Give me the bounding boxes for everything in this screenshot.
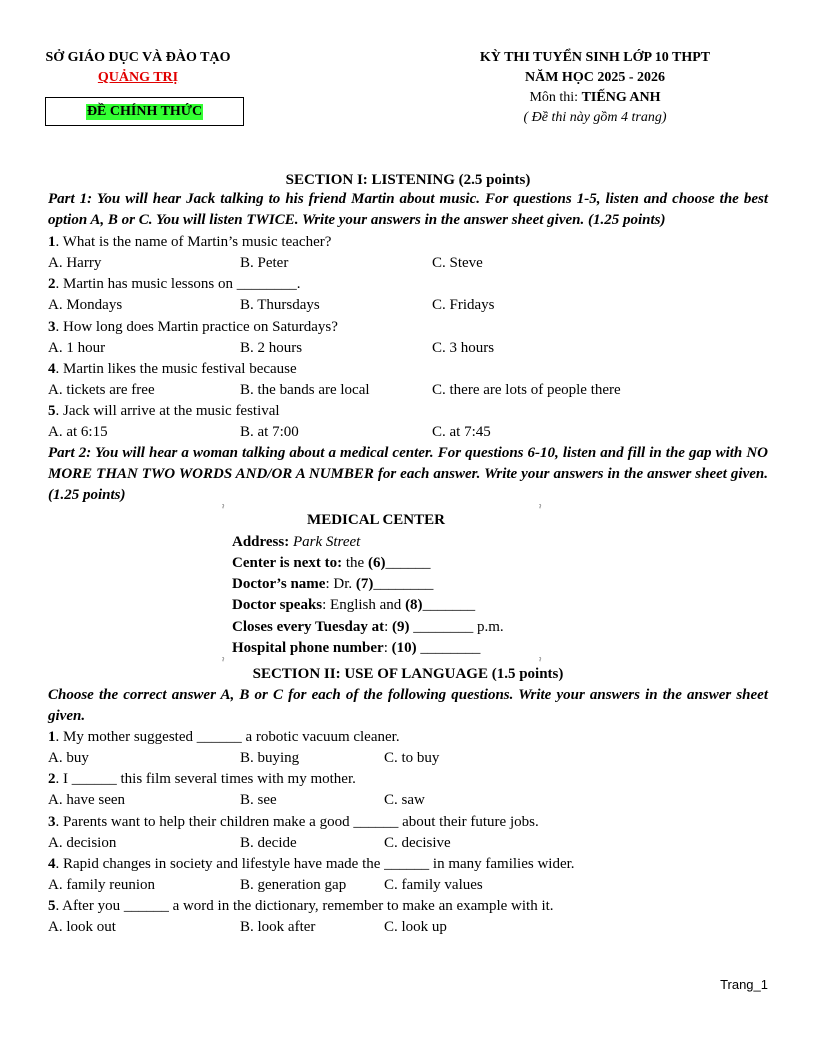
question-4 — [48, 854, 575, 875]
option-c: C. to buy — [384, 750, 440, 767]
question-number: 3 — [48, 813, 56, 830]
options-row — [48, 338, 768, 359]
question-text: . Martin has music lessons on ________. — [55, 276, 301, 293]
section1-title: SECTION I: LISTENING (2.5 points) — [285, 172, 531, 188]
exam-info-block — [440, 48, 750, 128]
option-c: C. decisive — [384, 834, 451, 851]
subject-line — [440, 88, 750, 108]
subject-label: Môn thi: — [529, 90, 582, 105]
question-text: . I ______ this film several times with my mother. — [55, 771, 356, 788]
option-c: C. at 7:45 — [432, 424, 491, 441]
option-b: B. see — [240, 792, 277, 809]
subject-name: TIẾNG ANH — [581, 90, 661, 105]
question-number: 5 — [48, 403, 56, 420]
option-b: B. look after — [240, 919, 316, 936]
option-c: C. Steve — [432, 255, 483, 272]
page-number: Trang_1 — [720, 977, 768, 992]
tick-mark: ˀ — [539, 503, 542, 513]
question-2 — [48, 769, 356, 790]
option-a: A. Harry — [48, 255, 102, 272]
question-number: 5 — [48, 898, 56, 915]
question-3 — [48, 317, 338, 338]
question-4 — [48, 359, 297, 380]
official-label: ĐỀ CHÍNH THỨC — [86, 103, 203, 119]
option-c: C. there are lots of people there — [432, 382, 621, 398]
section2-instructions: Choose the correct answer A, B or C for each of the following questions. Write your answers in the answer sheet given. — [48, 687, 768, 725]
question-text: . What is the name of Martin’s music teacher? — [55, 234, 332, 250]
option-b: B. 2 hours — [240, 339, 303, 356]
question-2 — [48, 274, 301, 295]
form-phone: Hospital phone number: (10) ________ — [232, 640, 481, 656]
question-5 — [48, 401, 280, 422]
department-name: SỞ GIÁO DỤC VÀ ĐÀO TẠO — [45, 50, 231, 65]
option-c: C. saw — [384, 792, 425, 809]
question-number: 2 — [48, 276, 56, 293]
question-number: 2 — [48, 771, 56, 788]
question-text: . Parents want to help their children make a good ______ about their future jobs. — [55, 813, 539, 830]
question-3 — [48, 812, 539, 833]
option-c: C. Fridays — [432, 297, 495, 314]
option-a: A. decision — [48, 834, 117, 851]
exam-title: KỲ THI TUYỂN SINH LỚP 10 THPT — [479, 50, 711, 65]
options-row — [48, 295, 768, 316]
question-text: . My mother suggested ______ a robotic vacuum cleaner. — [55, 729, 400, 745]
form-closes: Closes every Tuesday at: (9) ________ p.m. — [232, 619, 504, 635]
form-next-to: Center is next to: the (6)______ — [232, 555, 431, 571]
section2-title: SECTION II: USE OF LANGUAGE (1.5 points) — [252, 666, 564, 682]
option-b: B. the bands are local — [240, 382, 370, 398]
option-a: A. tickets are free — [48, 382, 155, 398]
issuer-block — [28, 48, 248, 88]
question-1 — [48, 727, 400, 748]
option-a: A. have seen — [48, 792, 126, 809]
options-row — [48, 875, 768, 896]
pages-note: ( Đề thi này gồm 4 trang) — [523, 110, 667, 125]
option-a: A. Mondays — [48, 297, 123, 314]
question-number: 3 — [48, 318, 56, 335]
options-row — [48, 253, 768, 274]
question-number: 4 — [48, 360, 56, 377]
question-text: . Martin likes the music festival because — [55, 360, 297, 377]
option-b: B. Thursdays — [240, 297, 320, 314]
options-row — [48, 790, 768, 811]
question-1 — [48, 232, 331, 253]
options-row — [48, 917, 768, 938]
question-text: . Jack will arrive at the music festival — [55, 403, 280, 420]
option-b: B. Peter — [240, 255, 289, 272]
options-row — [48, 380, 768, 401]
form-title: MEDICAL CENTER — [307, 512, 445, 528]
option-b: B. decide — [240, 834, 297, 851]
question-text: . How long does Martin practice on Saturdays? — [55, 318, 338, 335]
option-a: A. 1 hour — [48, 339, 106, 356]
option-c: C. 3 hours — [432, 339, 495, 356]
question-number: 1 — [48, 729, 56, 745]
option-a: A. family reunion — [48, 877, 156, 893]
official-badge — [45, 97, 244, 126]
tick-mark: ˀ — [539, 656, 542, 666]
part2-instructions: Part 2: You will hear a woman talking about a medical center. For questions 6-10, listen and fill in the gap with NO MORE THAN TWO WORDS AND/OR A NUMBER for each answer. Write your answers in the answer sheet given. (1.25 points) — [48, 445, 768, 504]
school-year: NĂM HỌC 2025 - 2026 — [525, 70, 665, 85]
question-number: 1 — [48, 234, 56, 250]
form-address: Address: Park Street — [232, 534, 361, 550]
part1-instructions: Part 1: You will hear Jack talking to his friend Martin about music. For questions 1-5, listen and choose the best option A, B or C. You will listen TWICE. Write your answers in the answer sheet given. (1.25 points) — [48, 191, 768, 229]
province-name: QUẢNG TRỊ — [97, 70, 179, 85]
question-text: . Rapid changes in society and lifestyle have made the ______ in many families wider. — [55, 855, 575, 872]
option-a: A. buy — [48, 750, 89, 767]
tick-mark: ˀ — [222, 656, 225, 666]
question-number: 4 — [48, 855, 56, 872]
option-c: C. look up — [384, 919, 447, 936]
form-doctor-name: Doctor’s name: Dr. (7)________ — [232, 576, 434, 592]
option-c: C. family values — [384, 877, 483, 893]
option-a: A. look out — [48, 919, 116, 936]
options-row — [48, 748, 768, 769]
option-a: A. at 6:15 — [48, 424, 108, 441]
question-text: . After you ______ a word in the dictionary, remember to make an example with it. — [55, 898, 554, 915]
options-row — [48, 833, 768, 854]
option-b: B. generation gap — [240, 877, 347, 893]
option-b: B. at 7:00 — [240, 424, 299, 441]
options-row — [48, 422, 768, 443]
option-b: B. buying — [240, 750, 300, 767]
question-5 — [48, 896, 554, 917]
tick-mark: ˀ — [222, 503, 225, 513]
form-doctor-speaks: Doctor speaks: English and (8)_______ — [232, 597, 476, 613]
